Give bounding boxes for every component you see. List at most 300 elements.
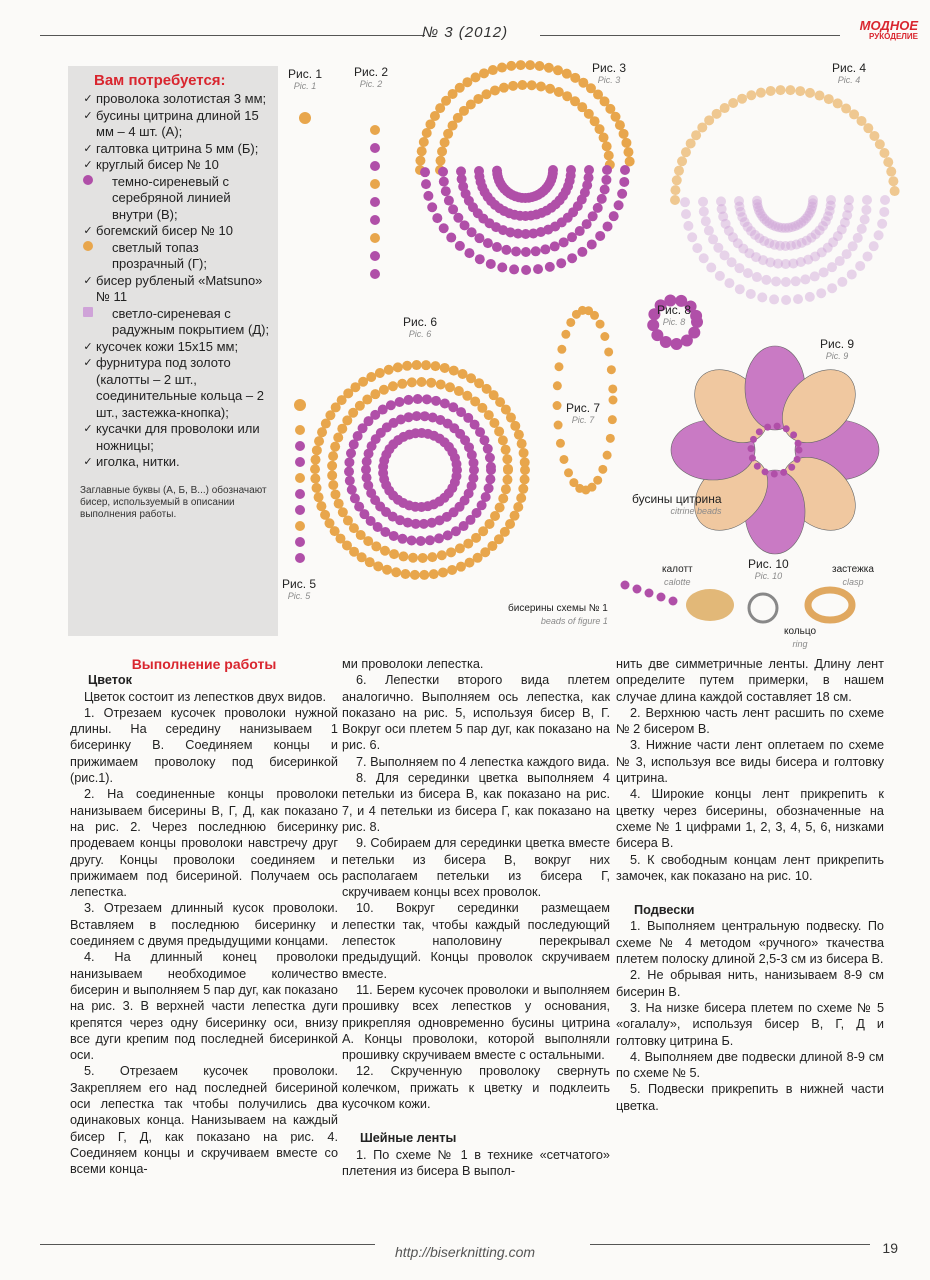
bead — [436, 156, 446, 166]
bead — [471, 72, 481, 82]
check-icon: ✓ — [83, 225, 93, 237]
clasp-shape — [808, 590, 852, 620]
bead — [456, 562, 466, 572]
paragraph: 8. Для серединки цветка выполняем 4 петельки из бисера В, как показано на рис. 7, и 4 петельки из бисера Г, как показано на рис. 8. — [342, 771, 610, 834]
bead — [737, 94, 747, 104]
bead — [553, 65, 563, 75]
bead — [681, 335, 693, 347]
column-3-body — [616, 656, 884, 884]
bead — [328, 451, 338, 461]
bead — [603, 221, 613, 231]
bead — [566, 318, 575, 327]
bead — [796, 447, 803, 454]
bead — [815, 91, 825, 101]
bead — [690, 310, 702, 322]
bead — [422, 128, 432, 138]
material-item — [82, 339, 272, 356]
check-icon: ✓ — [83, 357, 93, 369]
material-item — [82, 174, 272, 224]
materials-note: Заглавные буквы (А, Б, В...) обозначают бисер, используемый в описании выполнения работы. — [80, 484, 267, 520]
bead — [375, 368, 385, 378]
bead — [492, 166, 502, 176]
bead — [391, 567, 401, 577]
bead — [602, 165, 612, 175]
bead — [370, 161, 380, 171]
bead — [625, 156, 635, 166]
bead — [370, 233, 380, 243]
materials-title: Вам потребуется: — [94, 72, 226, 89]
bead — [520, 457, 530, 467]
bead — [384, 365, 394, 375]
bead — [299, 112, 311, 124]
paragraph: 3. Отрезаем длинный кусок проволоки. Вставляем в последнюю бисеринку и соединяем с двумя предыдущими концами. — [70, 901, 338, 949]
bead — [559, 455, 568, 464]
bead — [756, 428, 763, 435]
bead — [370, 125, 380, 135]
text-column-2 — [342, 656, 610, 1179]
bead — [600, 332, 609, 341]
bead — [715, 271, 725, 281]
bead — [419, 137, 429, 147]
bead — [373, 561, 383, 571]
bead — [295, 489, 305, 499]
bead — [479, 68, 489, 78]
bead — [407, 377, 417, 387]
column-1-body — [70, 689, 338, 1178]
bead — [441, 186, 451, 196]
bead — [415, 156, 425, 166]
bead — [485, 474, 495, 484]
paragraph: 1. Выполняем центральную подвеску. По схеме № 4 методом «ручного» ткачества плетем полоску длиной 2,5-3 см из бисера В. — [616, 919, 884, 967]
material-text: иголка, нитки. — [96, 454, 180, 469]
material-text: темно-сиреневый с серебряной линией внутри (В); — [112, 173, 231, 222]
bead — [464, 248, 474, 258]
check-icon: ✓ — [83, 159, 93, 171]
bead — [429, 569, 439, 579]
bead — [370, 215, 380, 225]
bead — [312, 483, 322, 493]
bead — [708, 234, 718, 244]
bead — [404, 395, 414, 405]
bead — [423, 191, 433, 201]
bead — [824, 94, 834, 104]
bead — [533, 264, 543, 274]
bead — [762, 468, 769, 475]
bead — [345, 476, 355, 486]
bead — [498, 435, 508, 445]
caption-fig8: Рис. 8 Pic. 8 — [657, 303, 692, 327]
bead — [380, 546, 390, 556]
figure-drawings — [294, 60, 900, 622]
bead — [437, 146, 447, 156]
caption-fig9: Рис. 9 Pic. 9 — [820, 337, 855, 361]
bead — [346, 448, 356, 458]
paragraph: 5. Подвески прикрепить в нижней части цветка. — [616, 1082, 884, 1113]
bead — [691, 130, 701, 140]
bead — [544, 63, 554, 73]
pendants-heading: Подвески — [634, 903, 695, 918]
bead — [536, 82, 546, 92]
bead — [604, 150, 614, 160]
bead — [418, 553, 428, 563]
bead — [508, 81, 518, 91]
bead — [517, 439, 527, 449]
bead — [556, 439, 565, 448]
bead — [597, 194, 607, 204]
bead — [776, 85, 786, 95]
materials-box — [68, 66, 278, 636]
bead — [516, 493, 526, 503]
bead — [426, 378, 436, 388]
material-text: проволока золотистая 3 мм; — [96, 91, 267, 106]
bead — [535, 61, 545, 71]
footer-url: http://biserknitting.com — [394, 1244, 536, 1260]
bead — [827, 262, 837, 272]
bead — [320, 510, 330, 520]
material-text: фурнитура под золото (калотты – 2 шт., соединительные кольца – 2 шт., застежка-кнопка); — [96, 355, 264, 420]
bead — [683, 221, 693, 231]
material-item — [82, 355, 272, 421]
bead — [499, 83, 509, 93]
bead — [425, 535, 435, 545]
bead — [757, 292, 767, 302]
paragraph: ми проволоки лепестка. — [342, 657, 484, 671]
bead — [593, 476, 602, 485]
bead — [464, 558, 474, 568]
bead — [562, 69, 572, 79]
bead — [614, 200, 624, 210]
bead — [475, 254, 485, 264]
bead — [422, 394, 432, 404]
bead — [439, 223, 449, 233]
bead — [617, 189, 627, 199]
paragraph: 2. Не обрывая нить, нанизываем 8-9 см бисерин В. — [616, 968, 884, 999]
bead — [827, 283, 837, 293]
check-icon: ✓ — [83, 423, 93, 435]
material-text: круглый бисер № 10 — [96, 157, 219, 172]
bead — [389, 549, 399, 559]
bead — [863, 123, 873, 133]
bead — [420, 167, 430, 177]
bead — [386, 400, 396, 410]
bead — [370, 143, 380, 153]
bead — [720, 103, 730, 113]
bead — [295, 441, 305, 451]
caption-citrine: бусины цитрина citrine beads — [632, 492, 722, 516]
bead — [455, 543, 465, 553]
bead — [446, 233, 456, 243]
bead — [518, 484, 528, 494]
bead — [713, 243, 723, 253]
bead — [497, 262, 507, 272]
bead — [754, 463, 761, 470]
bead — [421, 179, 431, 189]
bead — [781, 277, 791, 287]
material-text: бусины цитрина длиной 15 мм – 4 шт. (А); — [96, 107, 259, 139]
material-text: галтовка цитрина 5 мм (Б); — [96, 140, 259, 156]
bead — [408, 553, 418, 563]
bead — [366, 372, 376, 382]
bead — [603, 451, 612, 460]
bead — [328, 480, 338, 490]
bead — [601, 175, 611, 185]
bead — [527, 80, 537, 90]
bead — [764, 424, 771, 431]
paragraph: нить две симметричные ленты. Длину лент определите путем примерки, в нашем случае длина каждой составляет 18 см. — [616, 657, 884, 704]
materials-list — [68, 91, 278, 471]
bead — [888, 176, 898, 186]
bead — [669, 597, 678, 606]
paragraph: 2. На соединенные концы проволоки нанизываем бисерины В, Г, Д, как показано на рис. 2. Через последнюю бисеринку продеваем концы проволоки навстречу друг другу. Концы проволоки соединяем и прижимаем под бисериной. Получаем ось лепестка. — [70, 787, 338, 900]
flower-heading: Цветок — [88, 673, 132, 688]
bead — [295, 521, 305, 531]
paragraph: 4. Широкие концы лент прикрепить к цветку через бисерины, обозначенные на схеме № 1 цифрами 1, 2, 3, 4, 5, 6, низками бисера В. — [616, 787, 884, 851]
bead — [437, 550, 447, 560]
bead — [791, 276, 801, 286]
bead — [370, 269, 380, 279]
bead — [604, 347, 613, 356]
bead — [440, 137, 450, 147]
bead — [421, 360, 431, 370]
bead — [752, 196, 762, 206]
bead — [608, 384, 617, 393]
page-number: 19 — [882, 1240, 898, 1256]
bead — [680, 197, 690, 207]
bead — [554, 362, 563, 371]
bead — [623, 147, 633, 157]
bead — [602, 141, 612, 151]
bead — [443, 530, 453, 540]
bead — [484, 483, 494, 493]
bead — [510, 421, 520, 431]
check-icon: ✓ — [83, 142, 93, 155]
bead — [314, 436, 324, 446]
bead — [677, 156, 687, 166]
bead — [880, 195, 890, 205]
bead — [455, 241, 465, 251]
bead — [810, 271, 820, 281]
paragraph: 9. Собираем для серединки цветка вместе петельки из бисера В, вокруг них располагаем петельки из бисера Г, скручиваем концы всех проволок. — [342, 836, 610, 900]
bead — [672, 175, 682, 185]
bead — [766, 86, 776, 96]
bead — [370, 389, 380, 399]
bead — [781, 295, 791, 305]
section-title: Выполнение работы — [131, 656, 277, 672]
bead — [771, 277, 781, 287]
bead — [590, 311, 599, 320]
logo-bottom: РУКОДЕЛИЕ — [869, 32, 918, 41]
material-item — [82, 141, 272, 158]
bead — [687, 232, 697, 242]
caption-calotte: калотт calotte — [662, 564, 693, 587]
bead — [540, 244, 550, 254]
bead — [853, 233, 863, 243]
bead — [847, 269, 857, 279]
bead — [398, 551, 408, 561]
bead — [388, 381, 398, 391]
bead — [334, 499, 344, 509]
bead — [427, 202, 437, 212]
bead — [531, 246, 541, 256]
bead — [608, 415, 617, 424]
caption-fig5: Рис. 5 Pic. 5 — [282, 577, 317, 601]
bead — [761, 275, 771, 285]
bead — [498, 494, 508, 504]
neck-heading: Шейные ленты — [360, 1131, 457, 1146]
bead — [511, 247, 521, 257]
material-text: светло-сиреневая с радужным покрытием (Д); — [112, 305, 270, 337]
bead — [553, 401, 562, 410]
bead — [619, 177, 629, 187]
bead — [295, 553, 305, 563]
bead — [397, 379, 407, 389]
bead — [350, 493, 360, 503]
bead — [645, 589, 654, 598]
bead — [788, 464, 795, 471]
bead — [503, 464, 513, 474]
calotte-shape — [686, 589, 734, 621]
bead — [748, 445, 755, 452]
material-item — [82, 421, 272, 454]
bead — [593, 203, 603, 213]
bead — [448, 204, 458, 214]
bead — [438, 167, 448, 177]
bead — [783, 425, 790, 432]
bead — [670, 185, 680, 195]
bead — [750, 436, 757, 443]
bead — [379, 385, 389, 395]
bead — [599, 133, 609, 143]
bead — [615, 120, 625, 130]
bead — [561, 330, 570, 339]
bead — [609, 396, 618, 405]
bead — [489, 418, 499, 428]
bead — [430, 361, 440, 371]
bead — [438, 567, 448, 577]
bead — [514, 430, 524, 440]
bead — [494, 426, 504, 436]
paragraph: 1. Отрезаем кусочек проволоки нужной длины. На середину нанизываем 1 бисеринку В. Соединяем концы и прижимаем проволоку под бисеринкой (рис.1). — [70, 705, 338, 786]
issue-number: № 3 (2012) — [421, 24, 509, 41]
bead — [445, 382, 455, 392]
caption-fig6: Рис. 6 Pic. 6 — [403, 315, 438, 339]
bead — [444, 196, 454, 206]
bead — [790, 431, 797, 438]
bead — [440, 363, 450, 373]
bead — [417, 377, 427, 387]
bead — [805, 88, 815, 98]
bead — [746, 289, 756, 299]
bead — [596, 320, 605, 329]
bead — [805, 292, 815, 302]
bead — [620, 165, 630, 175]
material-item — [82, 306, 272, 339]
bead — [794, 456, 801, 463]
bead — [432, 213, 442, 223]
bead — [785, 85, 795, 95]
bead — [833, 98, 843, 108]
bead — [577, 247, 587, 257]
material-item — [82, 223, 272, 240]
bead — [310, 474, 320, 484]
bead — [295, 473, 305, 483]
bead — [427, 552, 437, 562]
material-text: кусачки для проволоки или ножницы; — [96, 421, 260, 453]
bead — [816, 288, 826, 298]
bead — [569, 478, 578, 487]
bead — [463, 539, 473, 549]
bead — [454, 386, 464, 396]
bead — [509, 264, 519, 274]
bead — [449, 366, 459, 376]
paragraph: 3. Нижние части лент оплетаем по схеме № 3, используя все виды бисера и голтовку цитрина. — [616, 738, 884, 786]
bead — [752, 272, 762, 282]
bead — [416, 536, 426, 546]
bead — [771, 470, 778, 477]
paragraph: 3. На низке бисера плетем по схеме № 5 «огалалу», используя бисер В, Г, Д и голтовку цитрина Б. — [616, 1000, 884, 1048]
bead — [869, 241, 879, 251]
bead — [456, 166, 466, 176]
bead — [344, 457, 354, 467]
bead — [587, 239, 597, 249]
bead — [400, 569, 410, 579]
material-item — [82, 240, 272, 273]
bead — [716, 196, 726, 206]
bead — [330, 489, 340, 499]
bead — [344, 467, 354, 477]
bead — [609, 211, 619, 221]
bead — [516, 60, 526, 70]
bead — [819, 267, 829, 277]
paragraph: 7. Выполняем по 4 лепестка каждого вида. — [356, 754, 610, 769]
bead — [671, 338, 683, 350]
material-text: бисер рубленый «Matsuno» № 11 — [96, 272, 263, 304]
material-item — [82, 91, 272, 108]
paragraph: 5. К свободным концам лент прикрепить замочек, как показано на рис. 10. — [616, 852, 884, 883]
bead — [674, 166, 684, 176]
bead — [521, 265, 531, 275]
bead — [855, 261, 865, 271]
bead — [327, 461, 337, 471]
bead — [397, 534, 407, 544]
bead — [554, 421, 563, 430]
check-icon: ✓ — [83, 109, 93, 122]
column-3b-body — [616, 918, 884, 1114]
bead — [774, 423, 781, 430]
bead — [520, 474, 530, 484]
material-item — [82, 454, 272, 471]
bead — [701, 216, 711, 226]
bead — [567, 253, 577, 263]
bead — [698, 197, 708, 207]
paragraph: 11. Берем кусочек проволоки и выполняем прошивку всех лепестков у основания, прикрепляя одновременно бусины цитрина А. Концы проволоки, которой выполняли прошивку скручиваем вместе с остальными. — [342, 982, 610, 1063]
bead — [756, 88, 766, 98]
material-text: светлый топаз прозрачный (Г); — [112, 239, 207, 271]
bead — [483, 238, 493, 248]
bead — [657, 593, 666, 602]
bead — [883, 157, 893, 167]
lilac-bead-icon — [82, 306, 94, 323]
bead — [486, 462, 496, 472]
bead — [439, 177, 449, 187]
bead — [735, 284, 745, 294]
bead — [294, 399, 306, 411]
paragraph: 4. Выполняем две подвески длиной 8-9 см по схеме № 5. — [616, 1049, 884, 1081]
bead — [800, 274, 810, 284]
bead — [481, 89, 491, 99]
bead — [559, 237, 569, 247]
bead — [869, 131, 879, 141]
